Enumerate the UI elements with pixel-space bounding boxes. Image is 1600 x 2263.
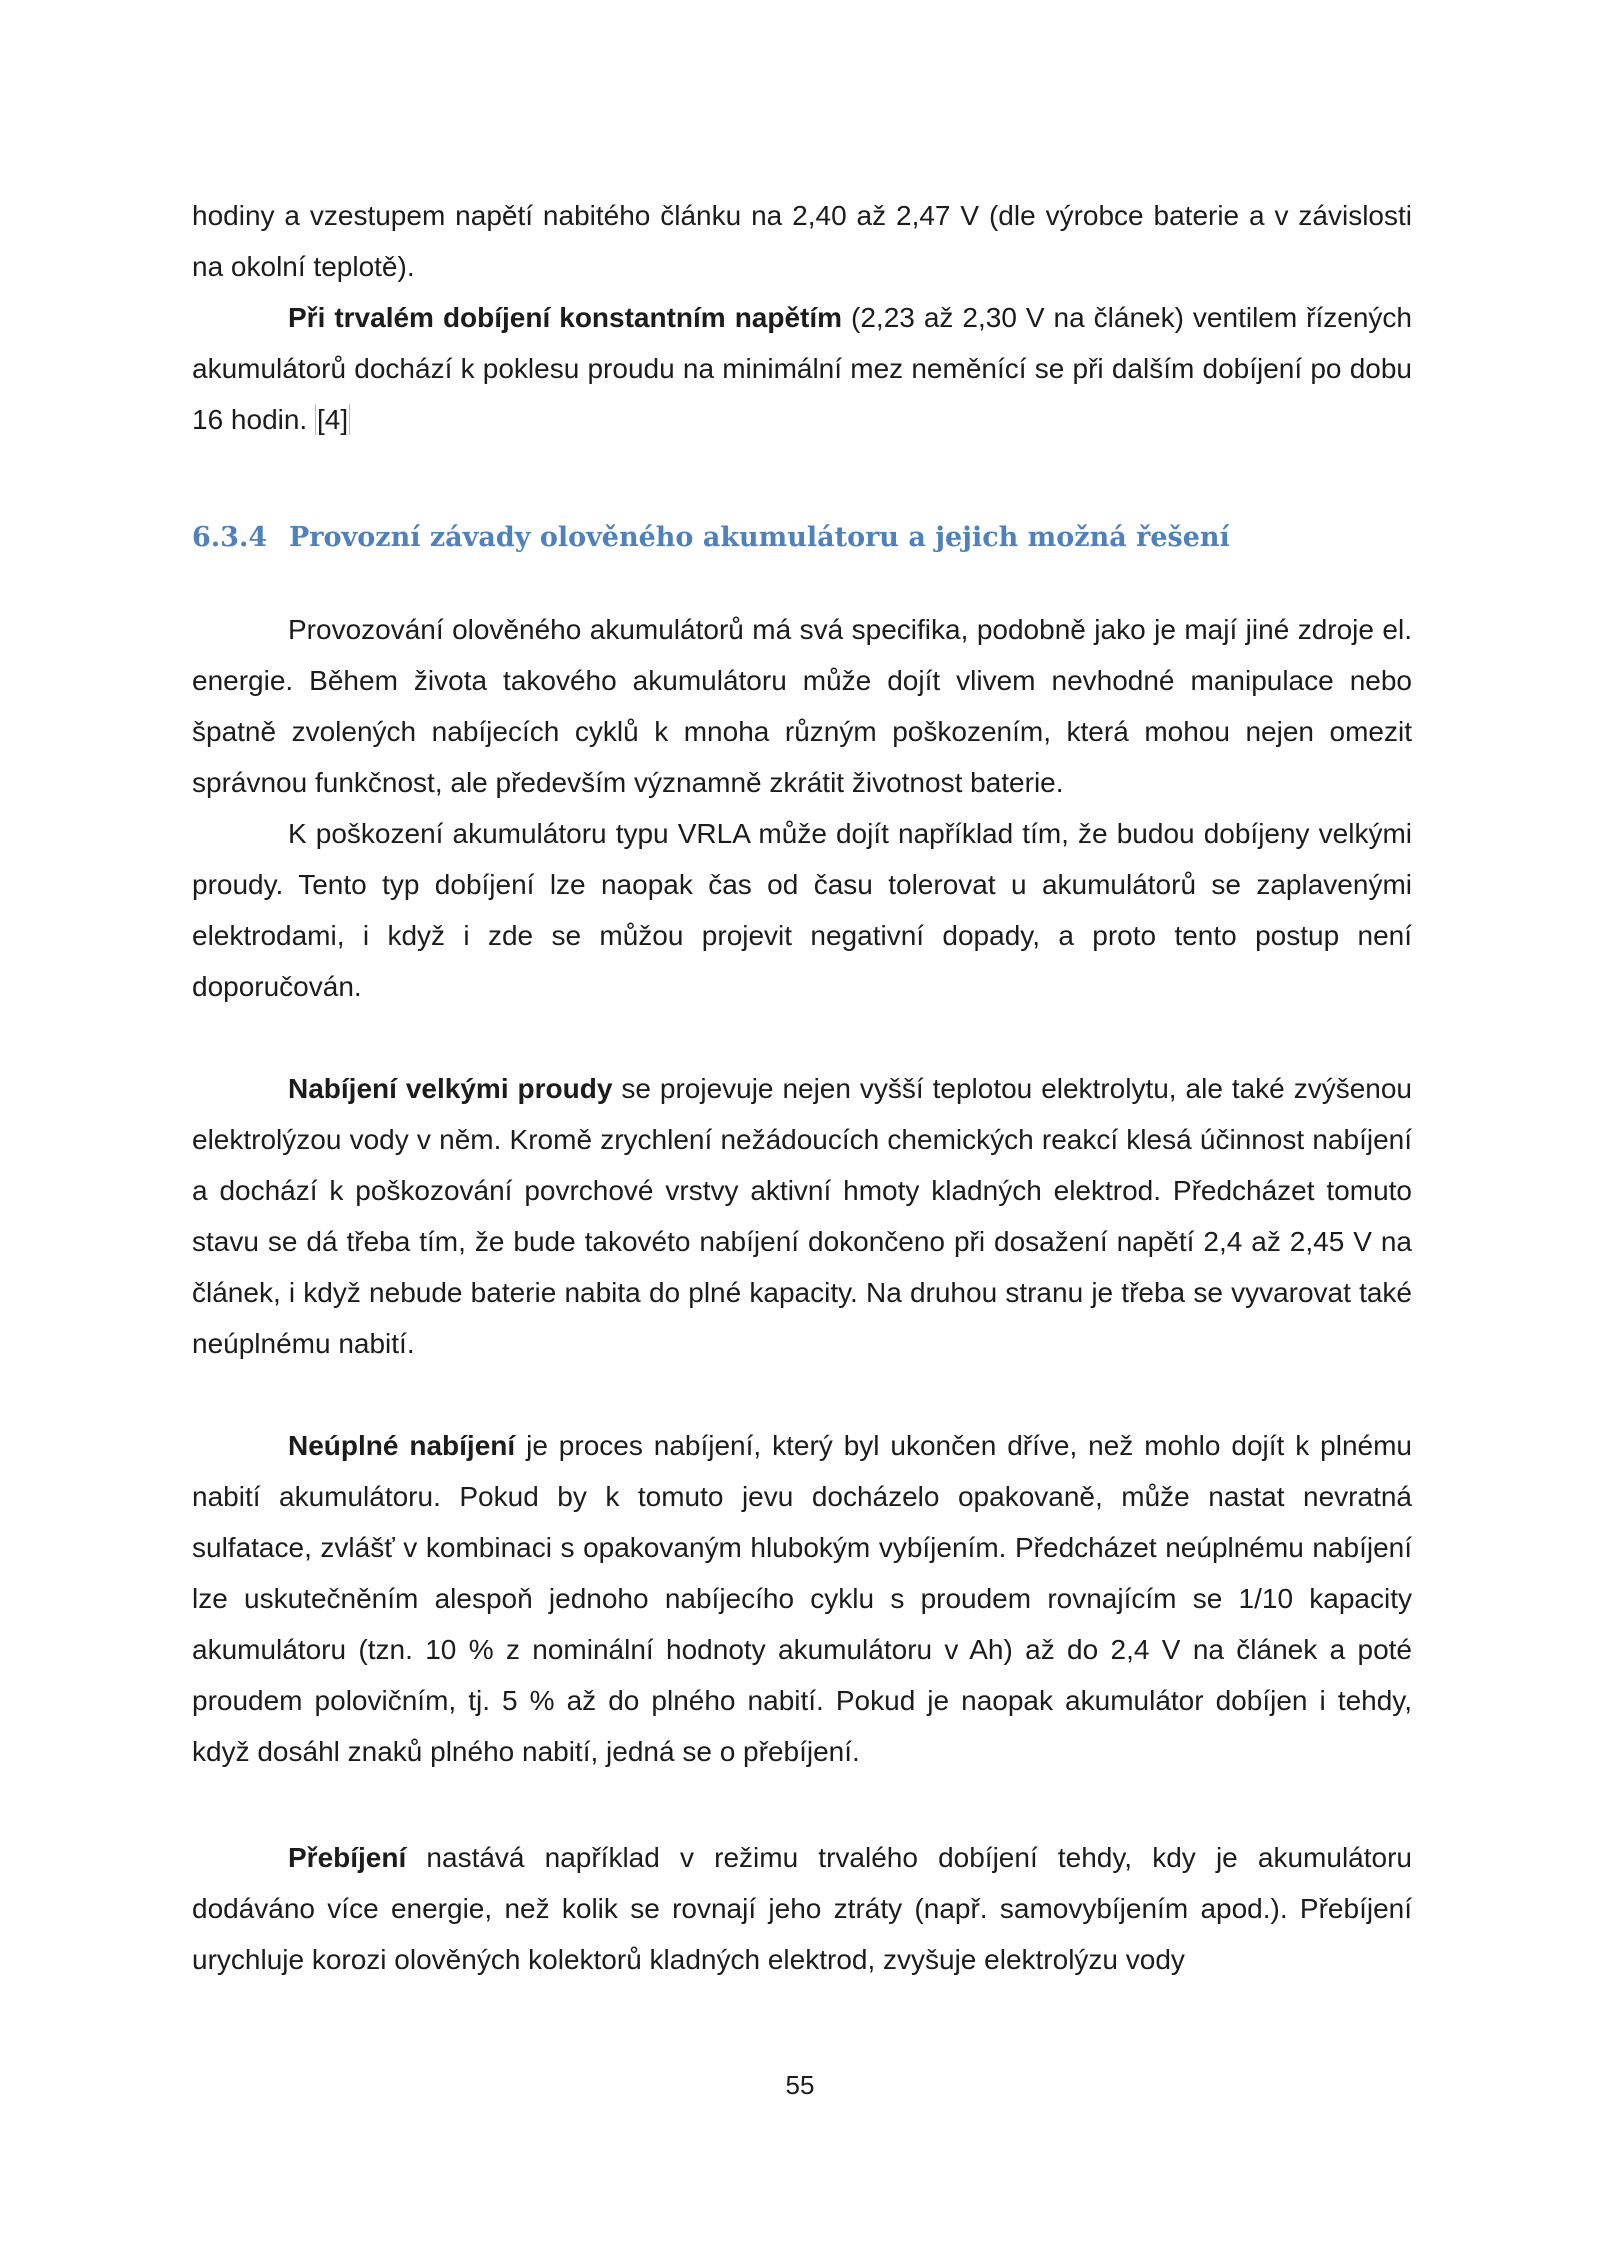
paragraph-float-charging <box>192 292 1412 445</box>
paragraph-operation: Provozování olověného akumulátorů má svá specifika, podobně jako je mají jiné zdroje el. energie. Během života takového akumulátoru může dojít vlivem nevhodné manipulace nebo špatně zvolených nabíjecích cyklů k mnoha různým poškozením, která mohou nejen omezit správnou funkčnost, ale především významně zkrátit životnost baterie. <box>192 614 1412 798</box>
section-overcharging <box>192 1832 1412 1985</box>
paragraph-incomplete-charging <box>192 1420 1412 1777</box>
section-number: 6.3.4 <box>192 522 268 553</box>
paragraph-text: nastává například v režimu trvalého dobíjení tehdy, kdy je akumulátoru dodáváno více energie, než kolik se rovnají jeho ztráty (např. samovybíjením apod.). Přebíjení urychluje korozi olověných kolektorů kladných elektrod, zvyšuje elektrolýzu vody <box>192 1842 1412 1975</box>
paragraph-high-current <box>192 1063 1412 1369</box>
paragraph-vrla-damage: K poškození akumulátoru typu VRLA může dojít například tím, že budou dobíjeny velkými proudy. Tento typ dobíjení lze naopak čas od času tolerovat u akumulátorů se zaplavenými elektrodami, i když i zde se můžou projevit negativní dopady, a proto tento postup není doporučován. <box>192 818 1412 1002</box>
bold-term: Přebíjení <box>288 1842 407 1873</box>
bold-term: Neúplné nabíjení <box>288 1430 516 1461</box>
paragraph-intro-continuation <box>192 190 1412 445</box>
paragraph-text: (2,23 až 2,30 V na článek) ventilem řízených akumulátorů dochází k poklesu proudu na minimální mez neměnící se při dalším dobíjení po dobu 16 hodin. <box>192 302 1412 435</box>
bold-term: Nabíjení velkými proudy <box>288 1073 613 1104</box>
section-incomplete-charging <box>192 1420 1412 1777</box>
section-high-current <box>192 1063 1412 1369</box>
section-heading <box>192 518 1412 558</box>
paragraph-overcharging <box>192 1832 1412 1985</box>
paragraph-text: je proces nabíjení, který byl ukončen dříve, než mohlo dojít k plnému nabití akumulátoru. Pokud by k tomuto jevu docházelo opakovaně, může nastat nevratná sulfatace, zvlášť v kombinaci s opakovaným hlubokým vybíjením. Předcházet neúplnému nabíjení lze uskutečněním alespoň jednoho nabíjecího cyklu s proudem rovnajícím se 1/10 kapacity akumulátoru (tzn. 10 % z nominální hodnoty akumulátoru v Ah) až do 2,4 V na článek a poté proudem polovičním, tj. 5 % až do plného nabití. Pokud je naopak akumulátor dobíjen i tehdy, když dosáhl znaků plného nabití, jedná se o přebíjení. <box>192 1430 1412 1767</box>
section-title: Provozní závady olověného akumulátoru a jejich možná řešení <box>289 522 1230 553</box>
paragraph-text: se projevuje nejen vyšší teplotou elektrolytu, ale také zvýšenou elektrolýzou vody v něm. Kromě zrychlení nežádoucích chemických reakcí klesá účinnost nabíjení a dochází k poškozování povrchové vrstvy aktivní hmoty kladných elektrod. Předcházet tomuto stavu se dá třeba tím, že bude takovéto nabíjení dokončeno při dosažení napětí 2,4 až 2,45 V na článek, i když nebude baterie nabita do plné kapacity. Na druhou stranu je třeba se vyvarovat také neúplnému nabití. <box>192 1073 1412 1359</box>
section-body-intro <box>192 604 1412 1012</box>
paragraph-text: hodiny a vzestupem napětí nabitého článku na 2,40 až 2,47 V (dle výrobce baterie a v závislosti na okolní teplotě). <box>192 200 1412 282</box>
citation-reference: [4] <box>317 404 349 435</box>
bold-term: Při trvalém dobíjení konstantním napětím <box>288 302 843 333</box>
page-number: 55 <box>785 2070 815 2100</box>
